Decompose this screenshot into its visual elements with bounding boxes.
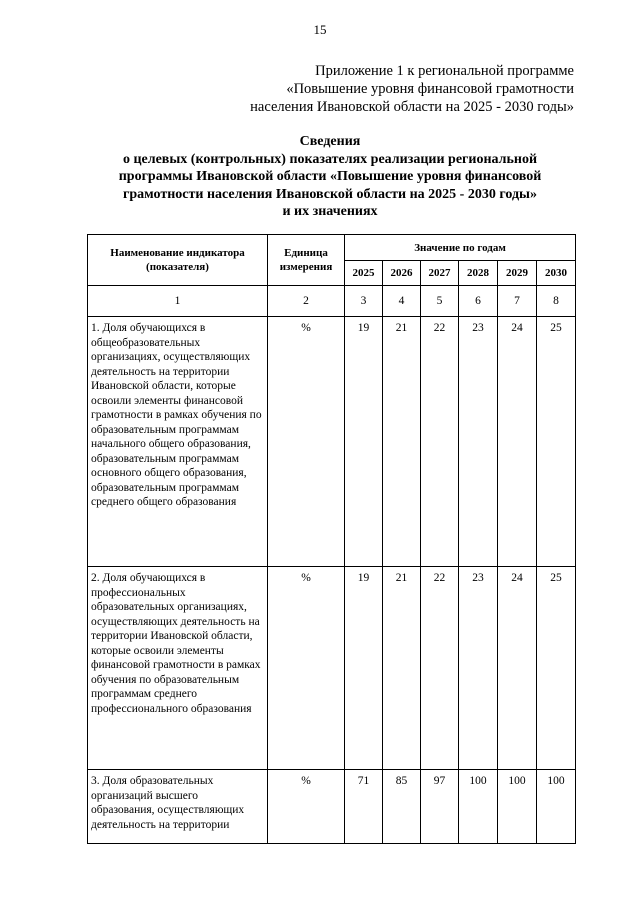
appendix-note [154, 62, 574, 116]
column-number: 7 [498, 286, 537, 317]
column-number: 1 [88, 286, 268, 317]
title-line: программы Ивановской области «Повышение уровня финансовой [118, 169, 542, 184]
header-year: 2028 [459, 261, 498, 286]
table-row [88, 770, 576, 844]
indicator-unit: % [268, 770, 345, 844]
indicator-value: 19 [345, 317, 383, 567]
header-values-by-year: Значение по годам [345, 235, 576, 261]
indicator-value: 100 [498, 770, 537, 844]
indicator-name: 2. Доля обучающихся в профессиональных образовательных организациях, осуществляющих деятельность на территории Ивановской области, которые освоили элементы финансовой грамотности в рамках обучения по образовательным программам среднего профессионального образования [88, 567, 268, 770]
indicator-name: 3. Доля образовательных организаций высшего образования, осуществляющих деятельность на территории [88, 770, 268, 844]
indicators-table [87, 234, 576, 844]
indicator-value: 24 [498, 567, 537, 770]
header-year: 2030 [537, 261, 576, 286]
title-line: Сведения [299, 134, 361, 149]
title-line: грамотности населения Ивановской области на 2025 - 2030 годы» [123, 186, 537, 202]
header-indicator: Наименование индикатора (показателя) [88, 235, 268, 286]
indicator-value: 97 [421, 770, 459, 844]
indicator-value: 19 [345, 567, 383, 770]
document-title [80, 133, 580, 221]
column-number: 2 [268, 286, 345, 317]
indicator-value: 24 [498, 317, 537, 567]
column-number: 4 [383, 286, 421, 317]
appendix-line: Приложение 1 к региональной программе [315, 63, 574, 79]
appendix-line: населения Ивановской области на 2025 - 2030 годы» [250, 99, 574, 115]
header-unit: Единица измерения [268, 235, 345, 286]
indicator-value: 71 [345, 770, 383, 844]
indicator-value: 21 [383, 317, 421, 567]
indicator-value: 100 [537, 770, 576, 844]
indicator-value: 23 [459, 567, 498, 770]
column-number: 3 [345, 286, 383, 317]
indicator-value: 21 [383, 567, 421, 770]
indicator-value: 23 [459, 317, 498, 567]
indicator-value: 22 [421, 567, 459, 770]
header-year: 2029 [498, 261, 537, 286]
title-line: и их значениях [282, 204, 378, 219]
page-number: 15 [313, 22, 327, 37]
column-number-row [88, 286, 576, 317]
header-row [88, 235, 576, 261]
indicator-name: 1. Доля обучающихся в общеобразовательных организациях, осуществляющих деятельность на территории Ивановской области, которые освоили элементы финансовой грамотности в рамках обучения по образовательным программам начального общего образования, образовательным программам основного общего образования, образовательным программам среднего общего образования [88, 317, 268, 567]
indicator-value: 25 [537, 567, 576, 770]
column-number: 8 [537, 286, 576, 317]
title-line: о целевых (контрольных) показателях реализации региональной [122, 151, 538, 167]
column-number: 5 [421, 286, 459, 317]
indicator-unit: % [268, 567, 345, 770]
indicator-value: 22 [421, 317, 459, 567]
header-year: 2026 [383, 261, 421, 286]
table-row [88, 317, 576, 567]
indicator-value: 100 [459, 770, 498, 844]
table-row [88, 567, 576, 770]
appendix-line: «Повышение уровня финансовой грамотности [286, 81, 574, 97]
header-year: 2025 [345, 261, 383, 286]
column-number: 6 [459, 286, 498, 317]
indicator-value: 25 [537, 317, 576, 567]
indicator-value: 85 [383, 770, 421, 844]
indicator-unit: % [268, 317, 345, 567]
header-year: 2027 [421, 261, 459, 286]
